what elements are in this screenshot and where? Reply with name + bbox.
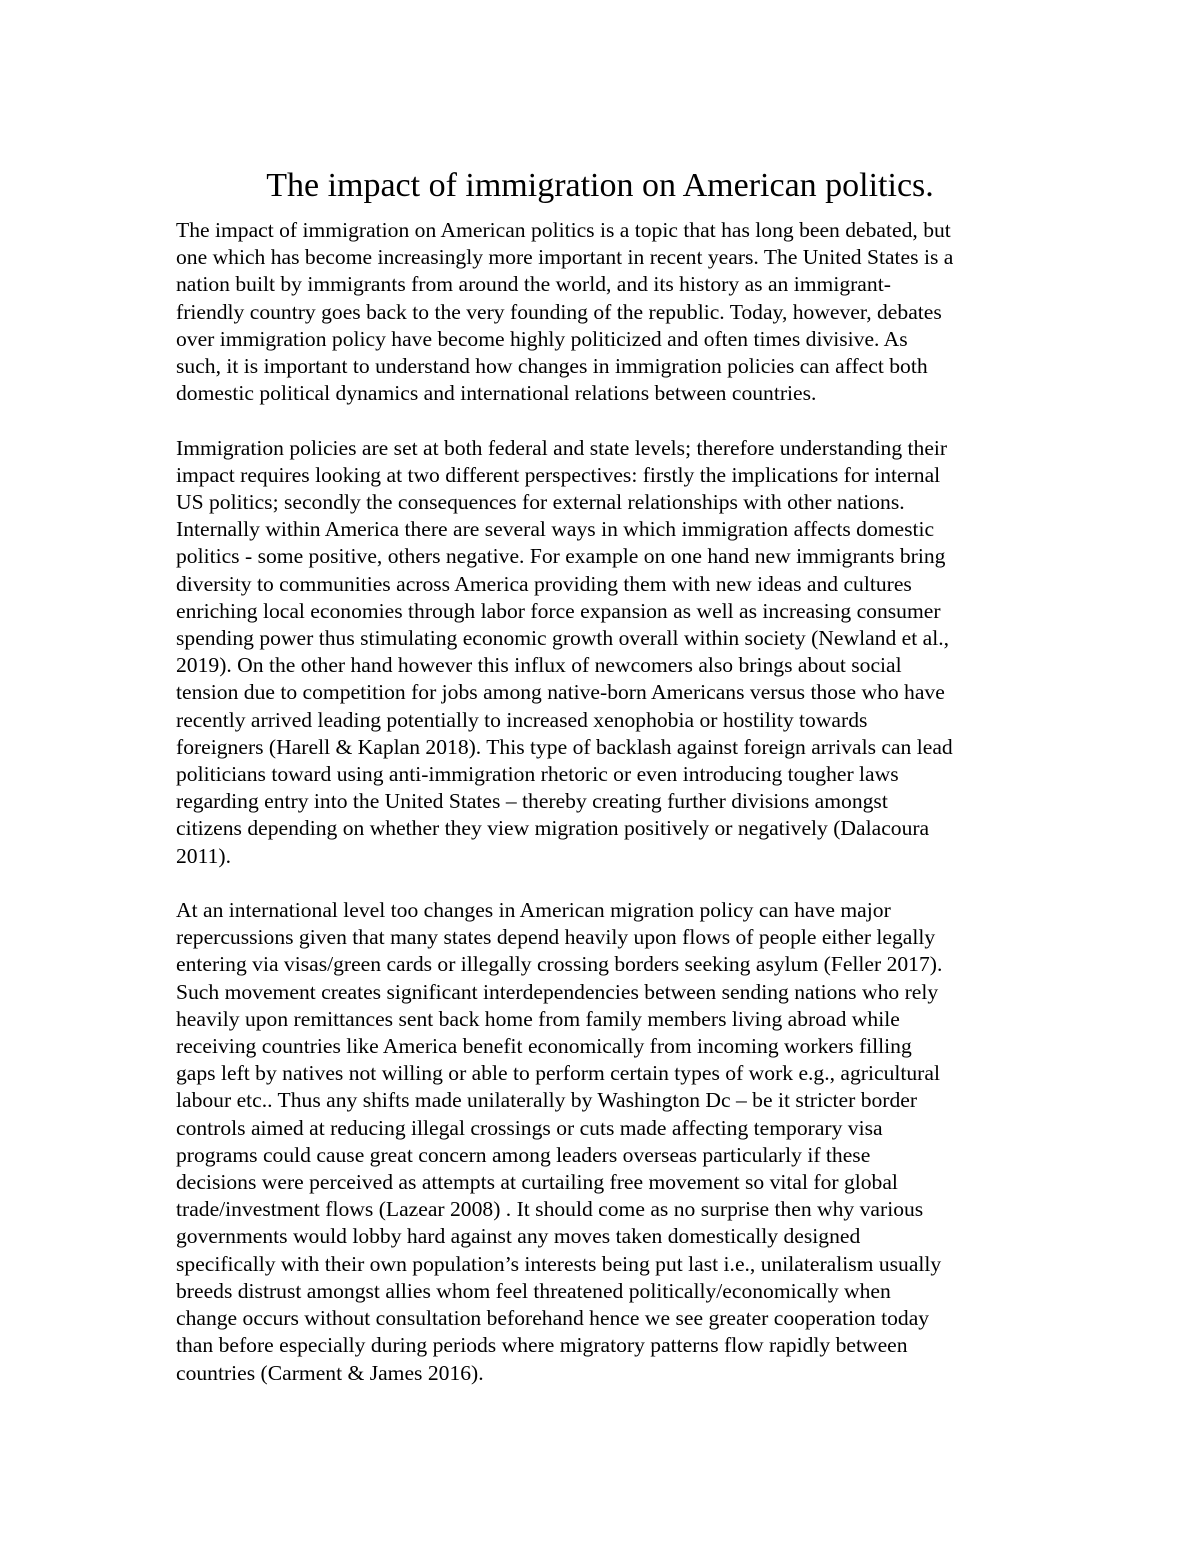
document-body xyxy=(176,217,1028,1387)
paragraph-international-relations: At an international level too changes in American migration policy can have major repercussions given that many states depend heavily upon flows of people either legally entering via visas/green cards or illegally crossing borders seeking asylum (Feller 2017). Such movement creates significant interdependencies between sending nations who rely heavily upon remittances sent back home from family members living abroad while receiving countries like America benefit economically from incoming workers filling gaps left by natives not willing or able to perform certain types of work e.g., agricultural labour etc.. Thus any shifts made unilaterally by Washington Dc – be it stricter border controls aimed at reducing illegal crossings or cuts made affecting temporary visa programs could cause great concern among leaders overseas particularly if these decisions were perceived as attempts at curtailing free movement so vital for global trade/investment flows (Lazear 2008) . It should come as no surprise then why various governments would lobby hard against any moves taken domestically designed specifically with their own population’s interests being put last i.e., unilateralism usually breeds distrust amongst allies whom feel threatened politically/economically when change occurs without consultation beforehand hence we see greater cooperation today than before especially during periods where migratory patterns flow rapidly between countries (Carment & James 2016). xyxy=(176,898,943,1385)
document-title: The impact of immigration on American politics. xyxy=(266,167,934,204)
paragraph-domestic-politics: Immigration policies are set at both federal and state levels; therefore understanding their impact requires looking at two different perspectives: firstly the implications for internal US politics; secondly the consequences for external relationships with other nations. Internally within America there are several ways in which immigration affects domestic politics - some positive, others negative. For example on one hand new immigrants bring diversity to communities across America providing them with new ideas and cultures enriching local economies through labor force expansion as well as increasing consumer spending power thus stimulating economic growth overall within society (Newland et al., 2019). On the other hand however this influx of newcomers also brings about social tension due to competition for jobs among native-born Americans versus those who have recently arrived leading potentially to increased xenophobia or hostility towards foreigners (Harell & Kaplan 2018). This type of backlash against foreign arrivals can lead politicians toward using anti-immigration rhetoric or even introducing tougher laws regarding entry into the United States – thereby creating further divisions amongst citizens depending on whether they view migration positively or negatively (Dalacoura 2011). xyxy=(176,435,953,868)
paragraph-intro: The impact of immigration on American politics is a topic that has long been debated, but one which has become increasingly more important in recent years. The United States is a nation built by immigrants from around the world, and its history as an immigrant- friendly country goes back to the very founding of the republic. Today, however, debates over immigration policy have become highly politicized and often times divisive. As such, it is important to understand how changes in immigration policies can affect both domestic political dynamics and international relations between countries. xyxy=(176,218,954,406)
